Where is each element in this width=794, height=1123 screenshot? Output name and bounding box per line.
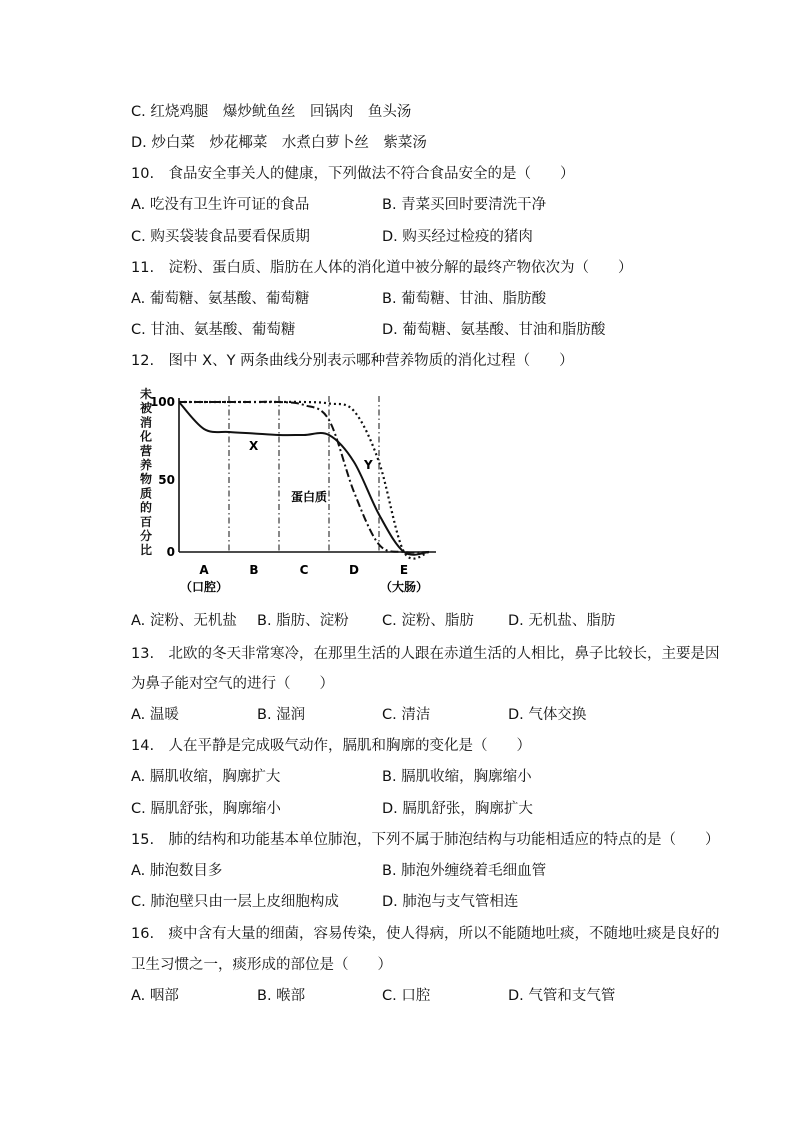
q16-option-d: D. 气管和支气管 (508, 988, 616, 1004)
q15-option-b: B. 肺泡外缠绕着毛细血管 (382, 863, 547, 879)
q16-option-c: C. 口腔 (382, 988, 431, 1004)
q13-option-a: A. 温暖 (131, 707, 179, 723)
q12-option-c: C. 淀粉、脂肪 (382, 613, 474, 629)
q10-option-b: B. 青菜买回时要清洗干净 (382, 197, 547, 213)
series-label-x: X (249, 439, 259, 453)
q9-option-d: D. 炒白菜 炒花椰菜 水煮白萝卜丝 紫菜汤 (131, 135, 427, 151)
q15-option-a: A. 肺泡数目多 (131, 863, 223, 879)
region-label-a: A (199, 563, 209, 577)
q14-option-b: B. 膈肌收缩，胸廓缩小 (382, 769, 532, 785)
q11-stem: 11. 淀粉、蛋白质、脂肪在人体的消化道中被分解的最终产物依次为（ ） (131, 260, 633, 276)
region-label-d: D (349, 563, 359, 577)
q11-option-a: A. 葡萄糖、氨基酸、葡萄糖 (131, 291, 310, 307)
y-tick-0: 0 (166, 545, 175, 559)
q15-stem: 15. 肺的结构和功能基本单位肺泡，下列不属于肺泡结构与功能相适应的特点的是（ ） (131, 832, 720, 848)
region-label-b: B (249, 563, 259, 577)
region-label-c: C (299, 563, 309, 577)
series-label-y: Y (364, 458, 373, 472)
q10-option-a: A. 吃没有卫生许可证的食品 (131, 197, 310, 213)
region-label-e: E (399, 563, 409, 577)
q12-option-a: A. 淀粉、无机盐 (131, 613, 237, 629)
q12-option-b: B. 脂肪、淀粉 (257, 613, 349, 629)
y-tick-100: 100 (149, 395, 175, 409)
y-tick-50: 50 (158, 473, 175, 487)
curve-series-1 (179, 402, 429, 553)
region-note-a: （口腔） (179, 580, 229, 594)
region-note-e: （大肠） (379, 580, 429, 594)
q16-option-a: A. 咽部 (131, 988, 179, 1004)
q11-option-d: D. 葡萄糖、氨基酸、甘油和脂肪酸 (382, 322, 606, 338)
q14-option-a: A. 膈肌收缩，胸廓扩大 (131, 769, 281, 785)
q13-option-c: C. 清洁 (382, 707, 431, 723)
series-label-protein: 蛋白质 (291, 490, 328, 504)
q13-stem-line2: 为鼻子能对空气的进行（ ） (131, 676, 334, 692)
q13-stem-line1: 13. 北欧的冬天非常寒冷，在那里生活的人跟在赤道生活的人相比，鼻子比较长，主要是因 (131, 646, 720, 662)
q11-option-b: B. 葡萄糖、甘油、脂肪酸 (382, 291, 547, 307)
q10-option-d: D. 购买经过检疫的猪肉 (382, 229, 533, 245)
q15-option-d: D. 肺泡与支气管相连 (382, 894, 519, 910)
q15-option-c: C. 肺泡壁只由一层上皮细胞构成 (131, 894, 339, 910)
curve-series-0 (179, 402, 429, 555)
q13-option-d: D. 气体交换 (508, 707, 587, 723)
digestion-chart (128, 384, 448, 600)
q16-stem-line2: 卫生习惯之一，痰形成的部位是（ ） (131, 957, 392, 973)
q10-option-c: C. 购买袋装食品要看保质期 (131, 229, 310, 245)
q16-option-b: B. 喉部 (257, 988, 306, 1004)
q11-option-c: C. 甘油、氨基酸、葡萄糖 (131, 322, 296, 338)
q13-option-b: B. 湿润 (257, 707, 306, 723)
q14-stem: 14. 人在平静是完成吸气动作，膈肌和胸廓的变化是（ ） (131, 738, 532, 754)
q16-stem-line1: 16. 痰中含有大量的细菌，容易传染，使人得病，所以不能随地吐痰，不随地吐痰是良好的 (131, 926, 720, 942)
q14-option-c: C. 膈肌舒张，胸廓缩小 (131, 801, 281, 817)
q12-stem: 12. 图中 X、Y 两条曲线分别表示哪种营养物质的消化过程（ ） (131, 353, 574, 369)
q14-option-d: D. 膈肌舒张，胸廓扩大 (382, 801, 533, 817)
q9-option-c: C. 红烧鸡腿 爆炒鱿鱼丝 回锅肉 鱼头汤 (131, 104, 412, 120)
q12-option-d: D. 无机盐、脂肪 (508, 613, 616, 629)
y-axis-label: 未被消化营养物质的百分比 (140, 387, 153, 558)
q10-stem: 10. 食品安全事关人的健康，下列做法不符合食品安全的是（ ） (131, 166, 575, 182)
